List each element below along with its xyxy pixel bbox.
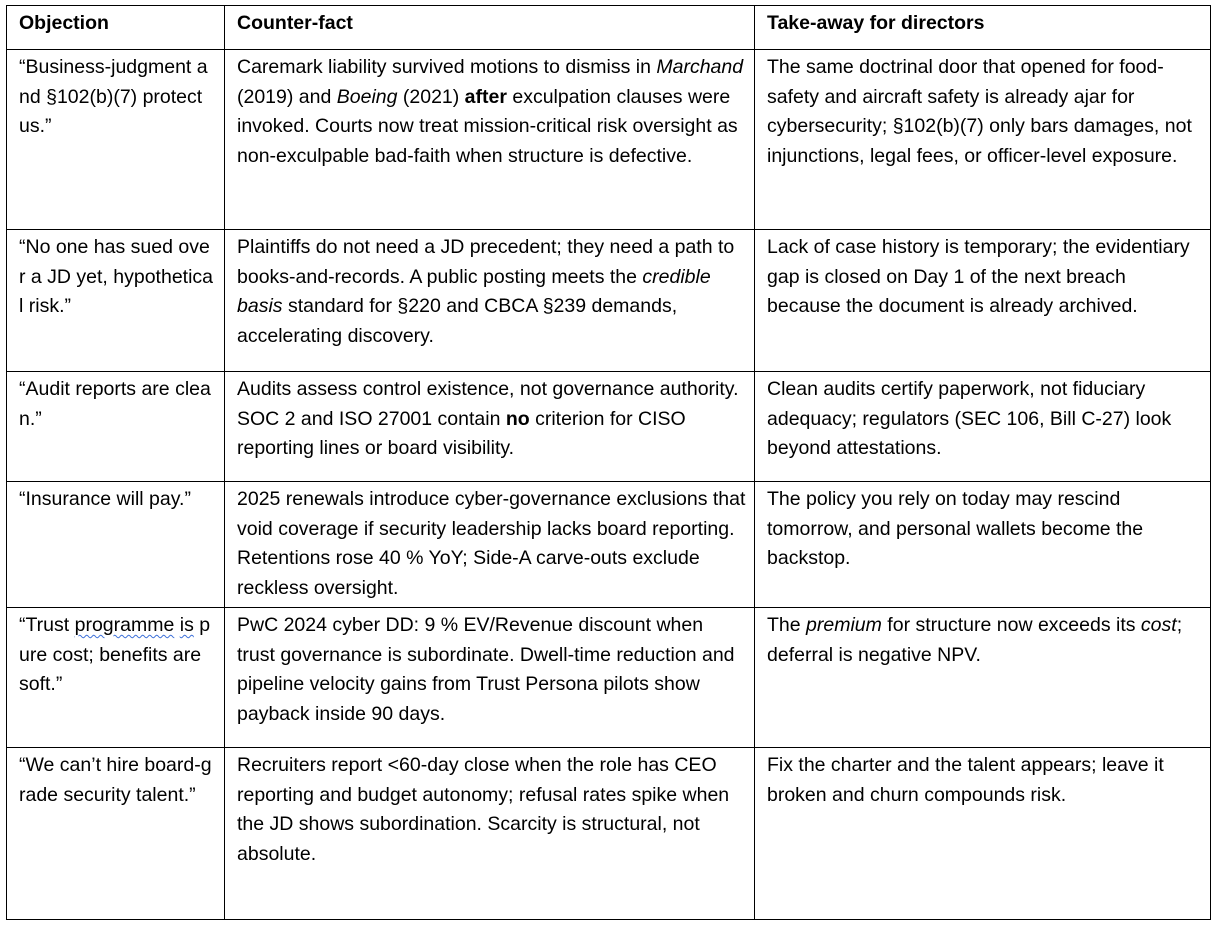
takeaway-cell xyxy=(755,608,1211,748)
objection-cell: “Insurance will pay.” xyxy=(7,482,225,608)
table-row xyxy=(7,50,1211,230)
italic-text: Boeing xyxy=(336,85,398,108)
spellcheck-flagged-text: is xyxy=(179,614,194,636)
spellcheck-flagged-text: programme xyxy=(74,614,175,636)
header-row xyxy=(7,6,1211,50)
takeaway-cell xyxy=(755,50,1211,230)
objection-cell xyxy=(7,608,225,748)
text-run: The policy you rely on today may rescind tomorrow, and personal wallets become the backstop. xyxy=(767,488,1144,570)
text-run: PwC 2024 cyber DD: 9 % EV/Revenue discount when trust governance is subordinate. Dwell-time reduction and pipeline velocity gains from Trust Persona pilots show payback inside 90 days. xyxy=(237,614,735,725)
text-run: (2019) and xyxy=(237,85,337,108)
text-run: Recruiters report <60-day close when the role has CEO reporting and budget autonomy; refusal rates spike when the JD shows subordination. Scarcity is structural, not absolute. xyxy=(237,754,730,865)
text-run: ; deferral is negative NPV. xyxy=(767,614,1183,666)
text-run: Clean audits certify paperwork, not fiduciary adequacy; regulators (SEC 106, Bill C-27) look beyond attestations. xyxy=(767,378,1172,460)
objections-table xyxy=(6,5,1211,920)
counter-fact-cell xyxy=(225,50,755,230)
text-run: exculpation clauses were invoked. Courts now treat mission-critical risk oversight as non-exculpable bad-faith when structure is defective. xyxy=(237,85,738,167)
takeaway-cell xyxy=(755,748,1211,920)
text-run: pure cost; benefits are soft.” xyxy=(19,614,211,696)
counter-fact-cell xyxy=(225,748,755,920)
counter-fact-cell xyxy=(225,482,755,608)
table-row xyxy=(7,608,1211,748)
text-run: for structure now exceeds its xyxy=(881,614,1141,636)
objection-cell: “No one has sued over a JD yet, hypothetical risk.” xyxy=(7,230,225,372)
italic-text: cost xyxy=(1140,614,1177,636)
table-row xyxy=(7,230,1211,372)
text-run: Plaintiffs do not need a JD precedent; they need a path to books-and-records. A public posting meets the xyxy=(237,236,735,288)
bold-text: after xyxy=(464,85,507,108)
table-row xyxy=(7,372,1211,482)
text-run: Audits assess control existence, not governance authority. SOC 2 and ISO 27001 contain xyxy=(237,378,739,430)
counter-fact-cell xyxy=(225,608,755,748)
italic-text: Marchand xyxy=(656,56,744,78)
text-run: The xyxy=(767,614,807,636)
objection-cell: “We can’t hire board-grade security talent.” xyxy=(7,748,225,920)
counter-fact-cell xyxy=(225,372,755,482)
italic-text: premium xyxy=(806,614,882,636)
header-counter-fact: Counter-fact xyxy=(225,6,755,50)
text-run: standard for §220 and CBCA §239 demands, accelerating discovery. xyxy=(237,295,678,347)
text-run: (2021) xyxy=(397,85,465,108)
takeaway-cell xyxy=(755,230,1211,372)
counter-fact-cell xyxy=(225,230,755,372)
text-run: criterion for CISO reporting lines or board visibility. xyxy=(237,407,686,460)
text-run: 2025 renewals introduce cyber-governance exclusions that void coverage if security leadership lacks board reporting. Retentions rose 40 % YoY; Side-A carve-outs exclude reckless oversight. xyxy=(237,488,746,599)
header-takeaway: Take-away for directors xyxy=(755,6,1211,50)
text-run: Lack of case history is temporary; the evidentiary gap is closed on Day 1 of the next breach because the document is already archived. xyxy=(767,236,1190,318)
text-run: Fix the charter and the talent appears; leave it broken and churn compounds risk. xyxy=(767,754,1164,806)
header-objection: Objection xyxy=(7,6,225,50)
text-run: Caremark liability survived motions to dismiss in xyxy=(237,56,657,78)
text-run: The same doctrinal door that opened for food-safety and aircraft safety is already ajar for cybersecurity; §102(b)(7) only bars damages, not injunctions, legal fees, or officer-level exposure. xyxy=(767,56,1192,167)
objection-cell: “Audit reports are clean.” xyxy=(7,372,225,482)
italic-text: credible basis xyxy=(237,265,711,318)
text-run: “Trust xyxy=(19,614,75,636)
table-row xyxy=(7,482,1211,608)
takeaway-cell xyxy=(755,372,1211,482)
objection-cell: “Business-judgment and §102(b)(7) protect us.” xyxy=(7,50,225,230)
bold-text: no xyxy=(505,407,530,430)
table-row xyxy=(7,748,1211,920)
takeaway-cell xyxy=(755,482,1211,608)
